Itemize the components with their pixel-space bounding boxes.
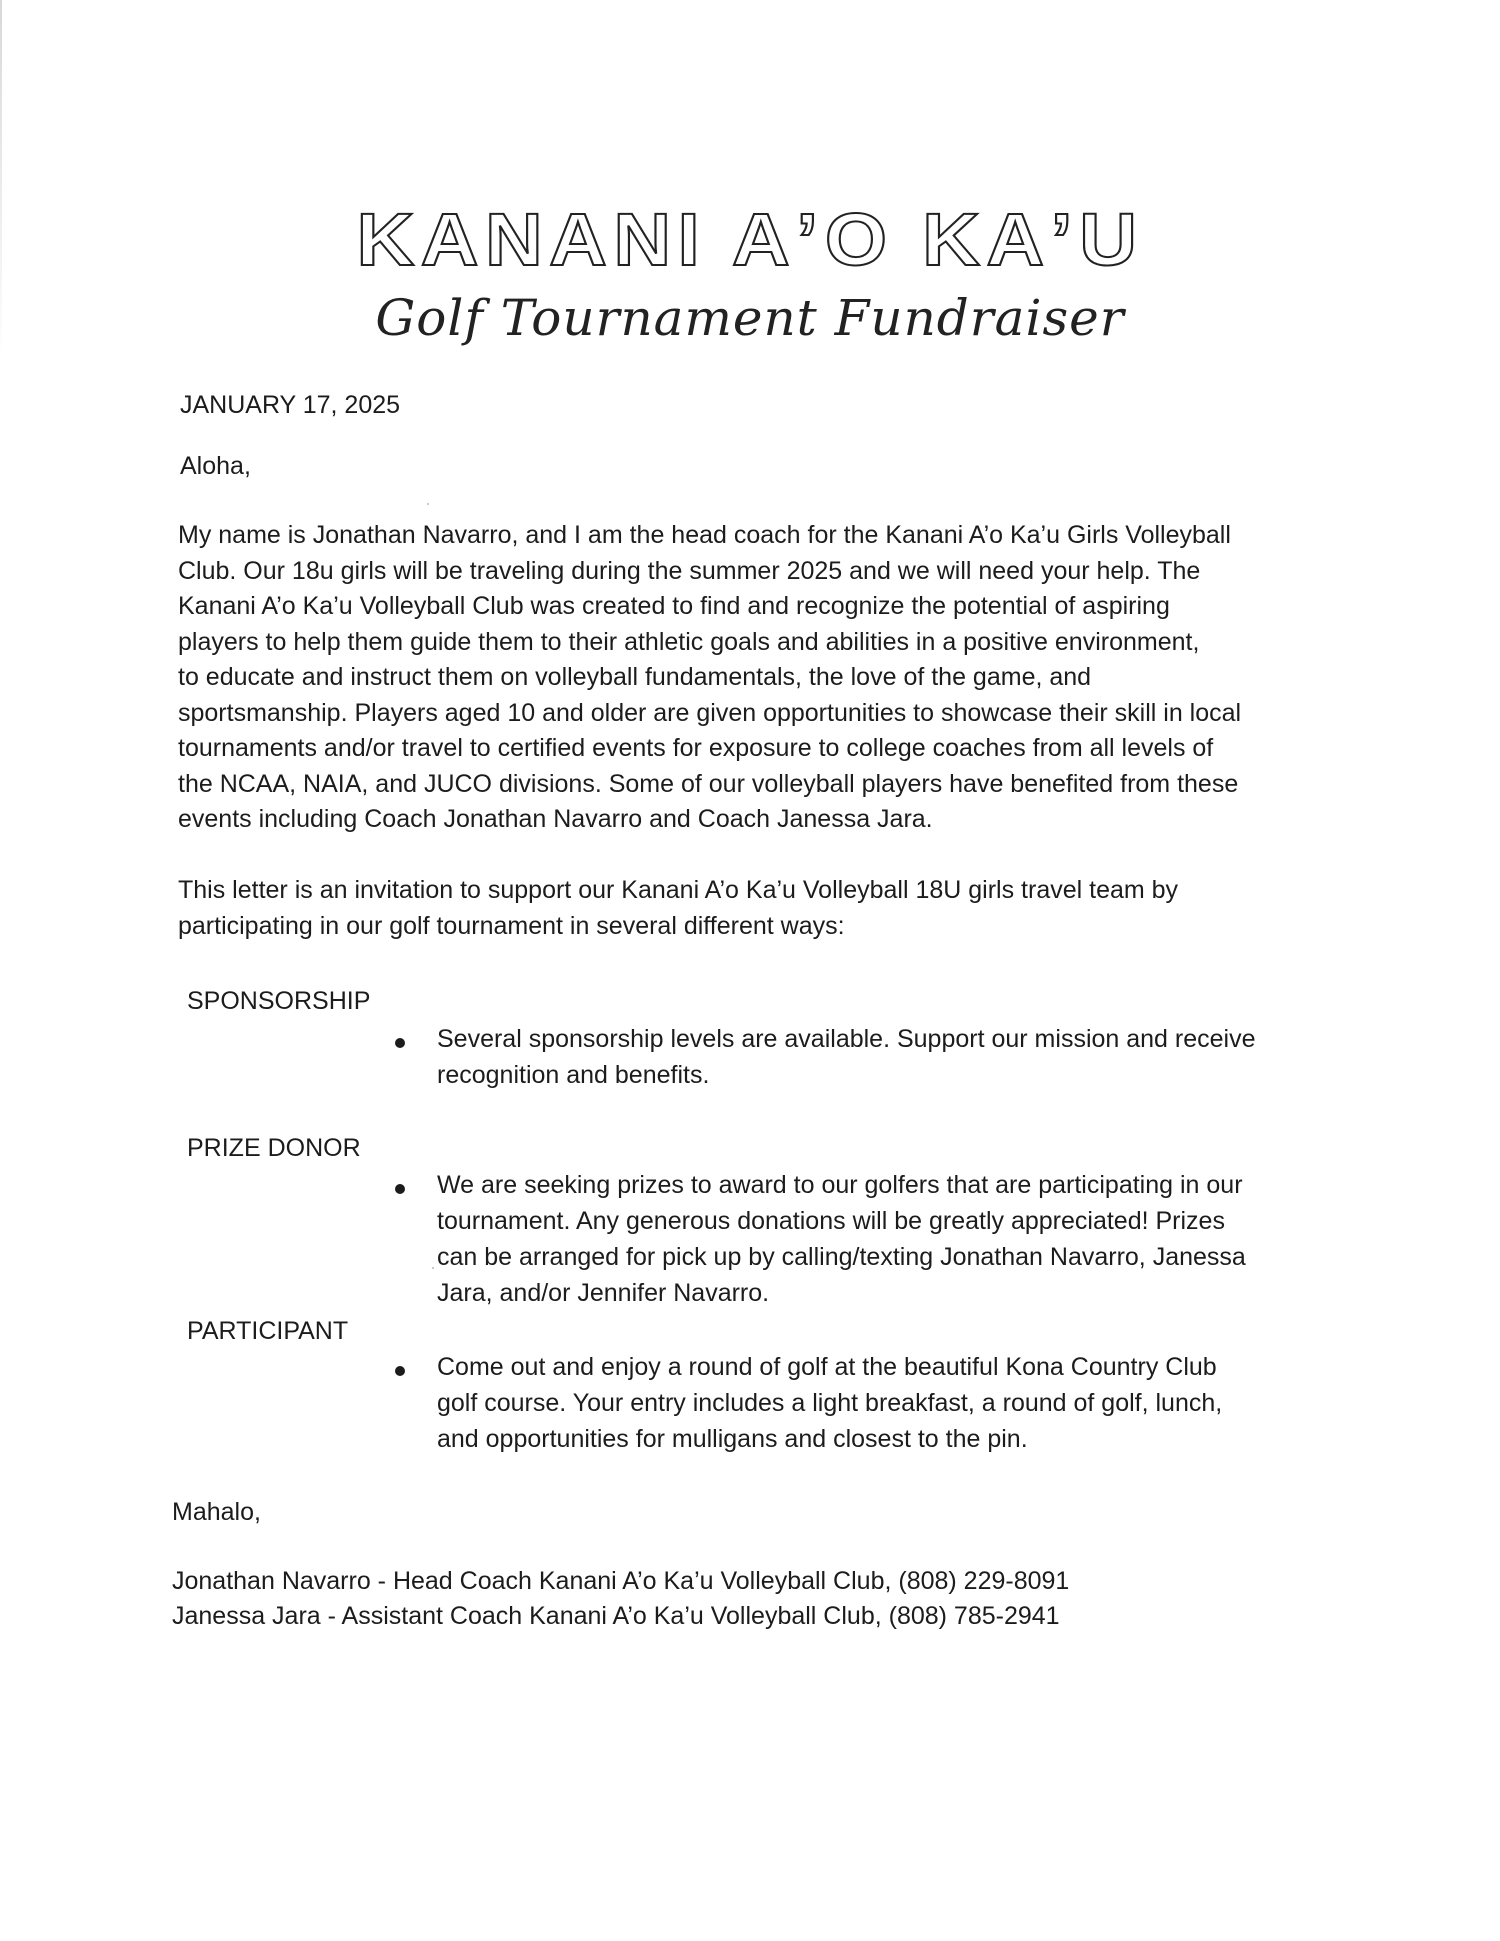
invitation-paragraph — [178, 873, 1328, 944]
signature-line: Janessa Jara - Assistant Coach Kanani A’o Ka’u Volleyball Club, (808) 785-2941 — [172, 1602, 1060, 1630]
invitation-line: participating in our golf tournament in several different ways: — [178, 911, 845, 940]
intro-line: players to help them guide them to their athletic goals and abilities in a positive environment, — [178, 627, 1200, 656]
scan-speck — [432, 1267, 434, 1269]
section-line: Jara, and/or Jennifer Navarro. — [437, 1279, 770, 1307]
scan-speck — [427, 503, 429, 505]
intro-line: Kanani A’o Ka’u Volleyball Club was created to find and recognize the potential of aspiring — [178, 592, 1170, 620]
letter-greeting: Aloha, — [180, 452, 251, 480]
page-subtitle: Golf Tournament Fundraiser — [375, 289, 1125, 347]
section-line: golf course. Your entry includes a light breakfast, a round of golf, lunch, — [437, 1389, 1223, 1417]
section-line: can be arranged for pick up by calling/texting Jonathan Navarro, Janessa — [437, 1243, 1246, 1271]
intro-paragraph — [178, 518, 1328, 838]
section-label-sponsorship: SPONSORSHIP — [187, 987, 371, 1015]
intro-line: My name is Jonathan Navarro, and I am the head coach for the Kanani A’o Ka’u Girls Volleyball — [178, 521, 1231, 549]
section-line: recognition and benefits. — [437, 1061, 710, 1089]
section-body-sponsorship — [437, 1021, 1256, 1093]
bullet-icon — [395, 1184, 405, 1194]
signature-line: Jonathan Navarro - Head Coach Kanani A’o Ka’u Volleyball Club, (808) 229-8091 — [172, 1567, 1070, 1595]
section-body-participant — [437, 1349, 1222, 1457]
section-body-prize-donor — [437, 1167, 1246, 1311]
intro-line: events including Coach Jonathan Navarro and Coach Janessa Jara. — [178, 805, 933, 833]
section-line: Come out and enjoy a round of golf at the beautiful Kona Country Club — [437, 1353, 1217, 1381]
letter-date: JANUARY 17, 2025 — [180, 391, 401, 419]
invitation-line: This letter is an invitation to support our Kanani A’o Ka’u Volleyball 18U girls travel team by — [178, 876, 1179, 904]
letter-closing: Mahalo, — [172, 1498, 261, 1526]
bullet-icon — [395, 1366, 405, 1376]
section-label-prize-donor: PRIZE DONOR — [187, 1134, 361, 1162]
section-line: We are seeking prizes to award to our golfers that are participating in our — [437, 1171, 1243, 1199]
intro-line: tournaments and/or travel to certified events for exposure to college coaches from all levels of — [178, 734, 1214, 762]
section-label-participant: PARTICIPANT — [187, 1317, 349, 1345]
section-line: tournament. Any generous donations will be greatly appreciated! Prizes — [437, 1207, 1225, 1235]
intro-line: the NCAA, NAIA, and JUCO divisions. Some of our volleyball players have benefited from these — [178, 769, 1239, 798]
bullet-icon — [395, 1038, 405, 1048]
intro-line: Club. Our 18u girls will be traveling during the summer 2025 and we will need your help. The — [178, 556, 1201, 585]
section-line: Several sponsorship levels are available. Support our mission and receive — [437, 1025, 1256, 1053]
section-line: and opportunities for mulligans and closest to the pin. — [437, 1425, 1028, 1453]
intro-line: sportsmanship. Players aged 10 and older are given opportunities to showcase their skill in local — [178, 698, 1242, 727]
intro-line: to educate and instruct them on volleyball fundamentals, the love of the game, and — [178, 663, 1092, 691]
page-title: KANANI AʼO KAʼU — [356, 198, 1144, 281]
